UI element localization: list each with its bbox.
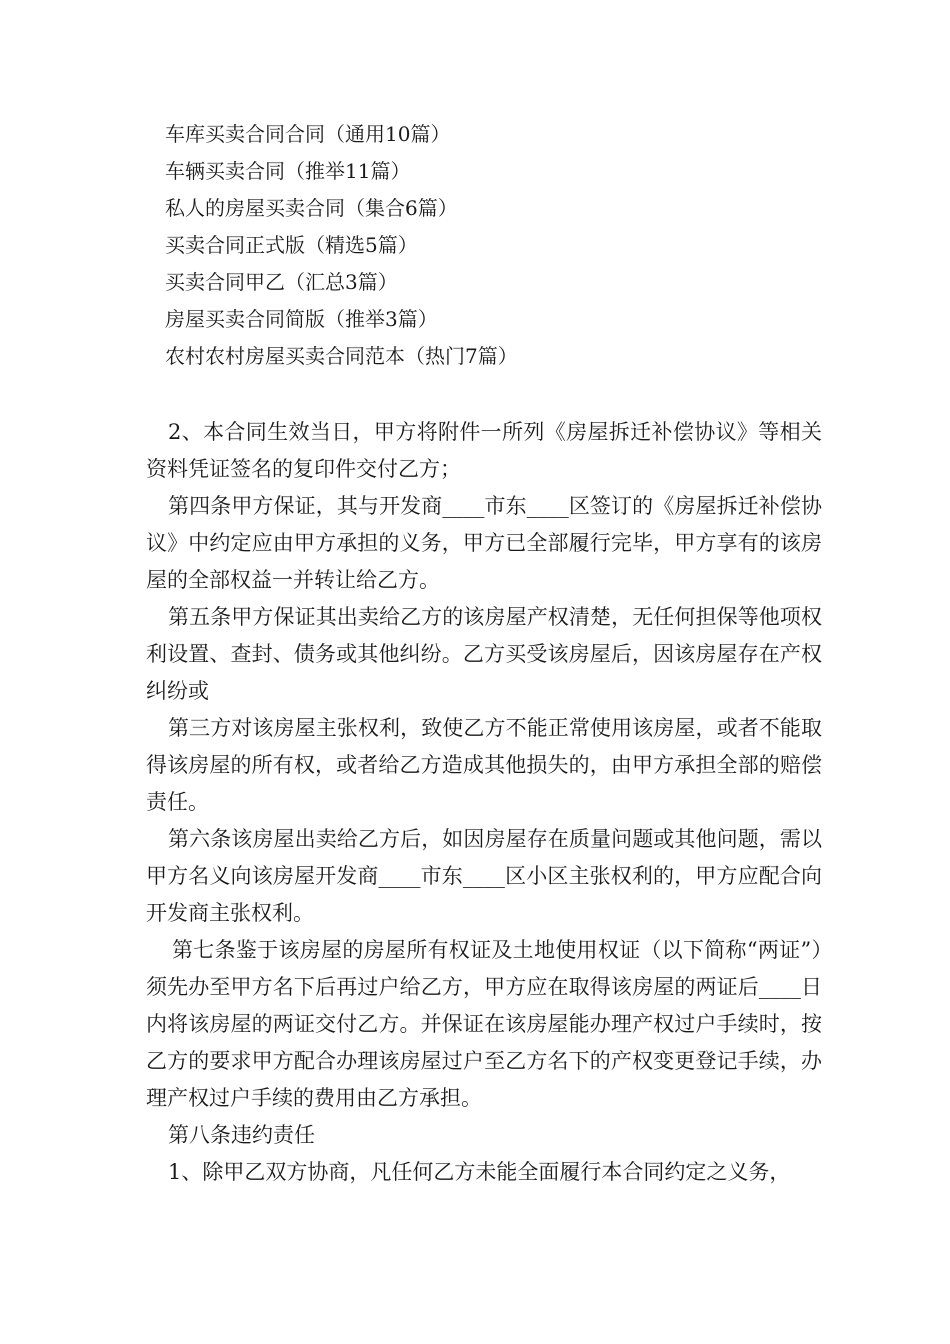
paragraph: 第七条鉴于该房屋的房屋所有权证及土地使用权证（以下简称“两证”）须先办至甲方名下后再过户给乙方，甲方应在取得该房屋的两证后____日内将该房屋的两证交付乙方。并保证在该房屋能办理产权过户手续时，按乙方的要求甲方配合办理该房屋过户至乙方名下的产权变更登记手续，办理产权过户手续的费用由乙方承担。 — [146, 938, 822, 1110]
section-heading: 第八条违约责任 — [168, 1123, 315, 1147]
list-item[interactable]: 农村农村房屋买卖合同范本（热门7篇） — [165, 344, 518, 368]
paragraph: 第五条甲方保证其出卖给乙方的该房屋产权清楚，无任何担保等他项权利设置、查封、债务或其他纠纷。乙方买受该房屋后，因该房屋存在产权纠纷或 — [146, 605, 822, 703]
list-item[interactable]: 私人的房屋买卖合同（集合6篇） — [165, 196, 458, 220]
paragraph: 第三方对该房屋主张权利，致使乙方不能正常使用该房屋，或者不能取得该房屋的所有权，或者给乙方造成其他损失的，由甲方承担全部的赔偿责任。 — [146, 716, 822, 814]
related-documents-list — [165, 116, 865, 375]
contract-body — [146, 414, 822, 1191]
list-item[interactable]: 买卖合同甲乙（汇总3篇） — [165, 270, 398, 294]
list-item[interactable]: 车库买卖合同合同（通用10篇） — [165, 122, 451, 146]
paragraph: 第四条甲方保证，其与开发商____市东____区签订的《房屋拆迁补偿协议》中约定应由甲方承担的义务，甲方已全部履行完毕，甲方享有的该房屋的全部权益一并转让给乙方。 — [146, 494, 822, 592]
paragraph: 2、本合同生效当日，甲方将附件一所列《房屋拆迁补偿协议》等相关资料凭证签名的复印件交付乙方； — [146, 420, 822, 481]
list-item[interactable]: 买卖合同正式版（精选5篇） — [165, 233, 418, 257]
list-item[interactable]: 车辆买卖合同（推举11篇） — [165, 159, 411, 183]
paragraph: 第六条该房屋出卖给乙方后，如因房屋存在质量问题或其他问题，需以甲方名义向该房屋开发商____市东____区小区主张权利的，甲方应配合向开发商主张权利。 — [146, 827, 822, 925]
paragraph: 1、除甲乙双方协商，凡任何乙方未能全面履行本合同约定之义务， — [168, 1160, 791, 1184]
list-item[interactable]: 房屋买卖合同简版（推举3篇） — [165, 307, 438, 331]
